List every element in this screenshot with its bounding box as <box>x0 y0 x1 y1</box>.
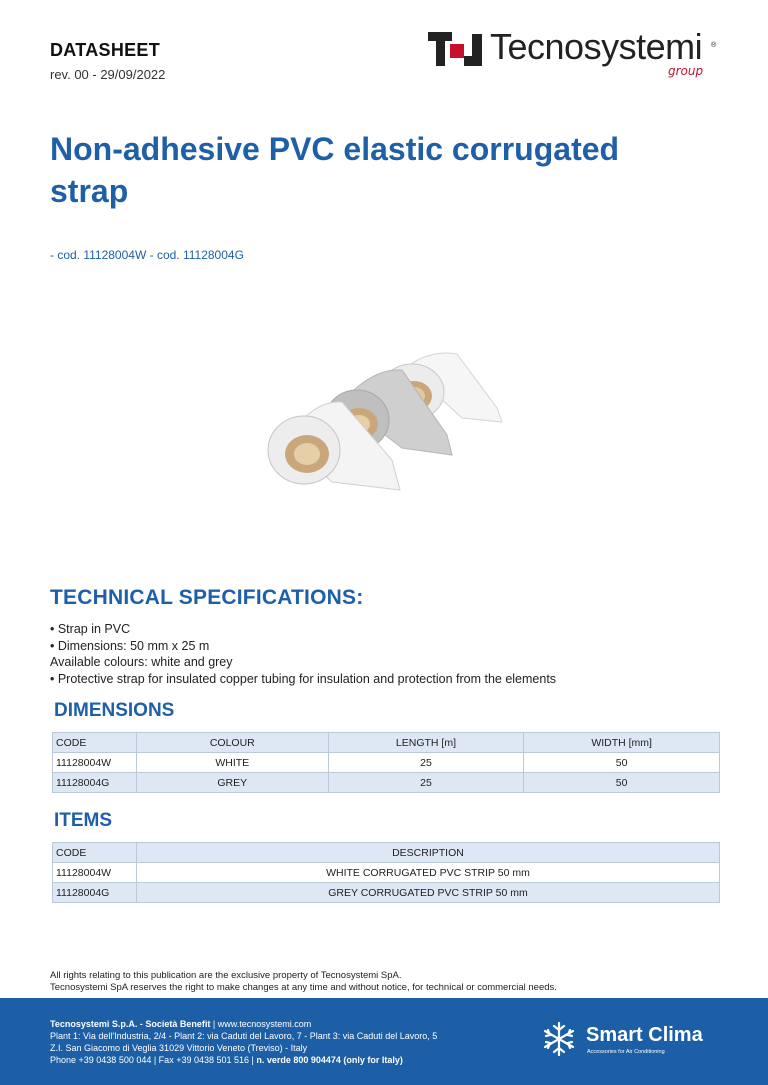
document-type: DATASHEET <box>50 40 161 60</box>
dimensions-table <box>52 732 720 793</box>
column-header: CODE <box>53 843 137 863</box>
smart-clima-wordmark: Smart Clima <box>586 1024 703 1046</box>
product-photo-strap-rolls <box>262 340 512 500</box>
snowflake-icon <box>540 1020 578 1058</box>
column-header: WIDTH [mm] <box>524 733 720 753</box>
table-cell: WHITE CORRUGATED PVC STRIP 50 mm <box>136 863 719 883</box>
table-header-row <box>53 733 720 753</box>
spec-item: • Protective strap for insulated copper tubing for insulation and protection from the elements <box>50 671 557 686</box>
spec-item: Available colours: white and grey <box>50 655 233 669</box>
logo-wordmark: Tecnosystemi <box>490 26 703 67</box>
column-header: COLOUR <box>136 733 328 753</box>
spec-item: • Dimensions: 50 mm x 25 m <box>50 638 210 653</box>
table-cell: 50 <box>524 773 720 793</box>
plant-addresses: Plant 1: Via dell'Industria, 2/4 - Plant 2: via Caduti del Lavoro, 7 - Plant 3: via Caduti del Lavoro, 5 <box>50 1031 438 1041</box>
company-address: Z.I. San Giacomo di Veglia 31029 Vittorio Veneto (Treviso) - Italy <box>50 1043 308 1053</box>
smart-clima-tagline: Accessories for Air Conditioning <box>587 1049 665 1055</box>
document-header <box>50 40 165 82</box>
table-row <box>53 883 720 903</box>
column-header: DESCRIPTION <box>136 843 719 863</box>
revision-date: rev. 00 - 29/09/2022 <box>50 67 166 82</box>
table-row <box>53 863 720 883</box>
technical-specifications-heading: TECHNICAL SPECIFICATIONS: <box>50 586 364 609</box>
phone-fax: Phone +39 0438 500 044 | Fax +39 0438 501 516 | <box>50 1055 257 1065</box>
tecnosystemi-logo <box>428 26 728 86</box>
table-row <box>53 753 720 773</box>
spec-item: • Strap in PVC <box>50 622 131 636</box>
logo-group-text: group <box>668 64 704 78</box>
dimensions-heading: DIMENSIONS <box>54 700 175 721</box>
table-cell: 50 <box>524 753 720 773</box>
table-cell: 11128004W <box>53 863 137 883</box>
toll-free-number: n. verde 800 904474 (only for Italy) <box>256 1055 403 1065</box>
company-info <box>50 1018 437 1066</box>
company-website[interactable]: | www.tecnosystemi.com <box>210 1019 312 1029</box>
column-header: CODE <box>53 733 137 753</box>
table-cell: 11128004G <box>53 773 137 793</box>
rights-line: Tecnosystemi SpA reserves the right to make changes at any time and without notice, for technical or commercial needs. <box>50 982 557 993</box>
table-cell: 11128004G <box>53 883 137 903</box>
company-name: Tecnosystemi S.p.A. - Società Benefit <box>50 1019 211 1029</box>
table-cell: WHITE <box>136 753 328 773</box>
table-header-row <box>53 843 720 863</box>
items-table <box>52 842 720 903</box>
rights-line: All rights relating to this publication are the exclusive property of Tecnosystemi SpA. <box>50 970 402 981</box>
table-cell: 11128004W <box>53 753 137 773</box>
footer <box>0 998 768 1085</box>
table-row <box>53 773 720 793</box>
product-title: Non-adhesive PVC elastic corrugated strap <box>50 131 620 209</box>
column-header: LENGTH [m] <box>328 733 524 753</box>
table-cell: 25 <box>328 753 524 773</box>
rights-notice <box>50 970 557 994</box>
tecnosystemi-logo-mark <box>428 30 484 70</box>
table-cell: 25 <box>328 773 524 793</box>
items-heading: ITEMS <box>54 810 113 831</box>
table-cell: GREY <box>136 773 328 793</box>
specification-list <box>50 621 556 687</box>
product-codes: - cod. 11128004W - cod. 11128004G <box>50 248 244 262</box>
smart-clima-logo <box>540 1020 730 1060</box>
table-cell: GREY CORRUGATED PVC STRIP 50 mm <box>136 883 719 903</box>
registered-mark: ® <box>711 42 717 49</box>
